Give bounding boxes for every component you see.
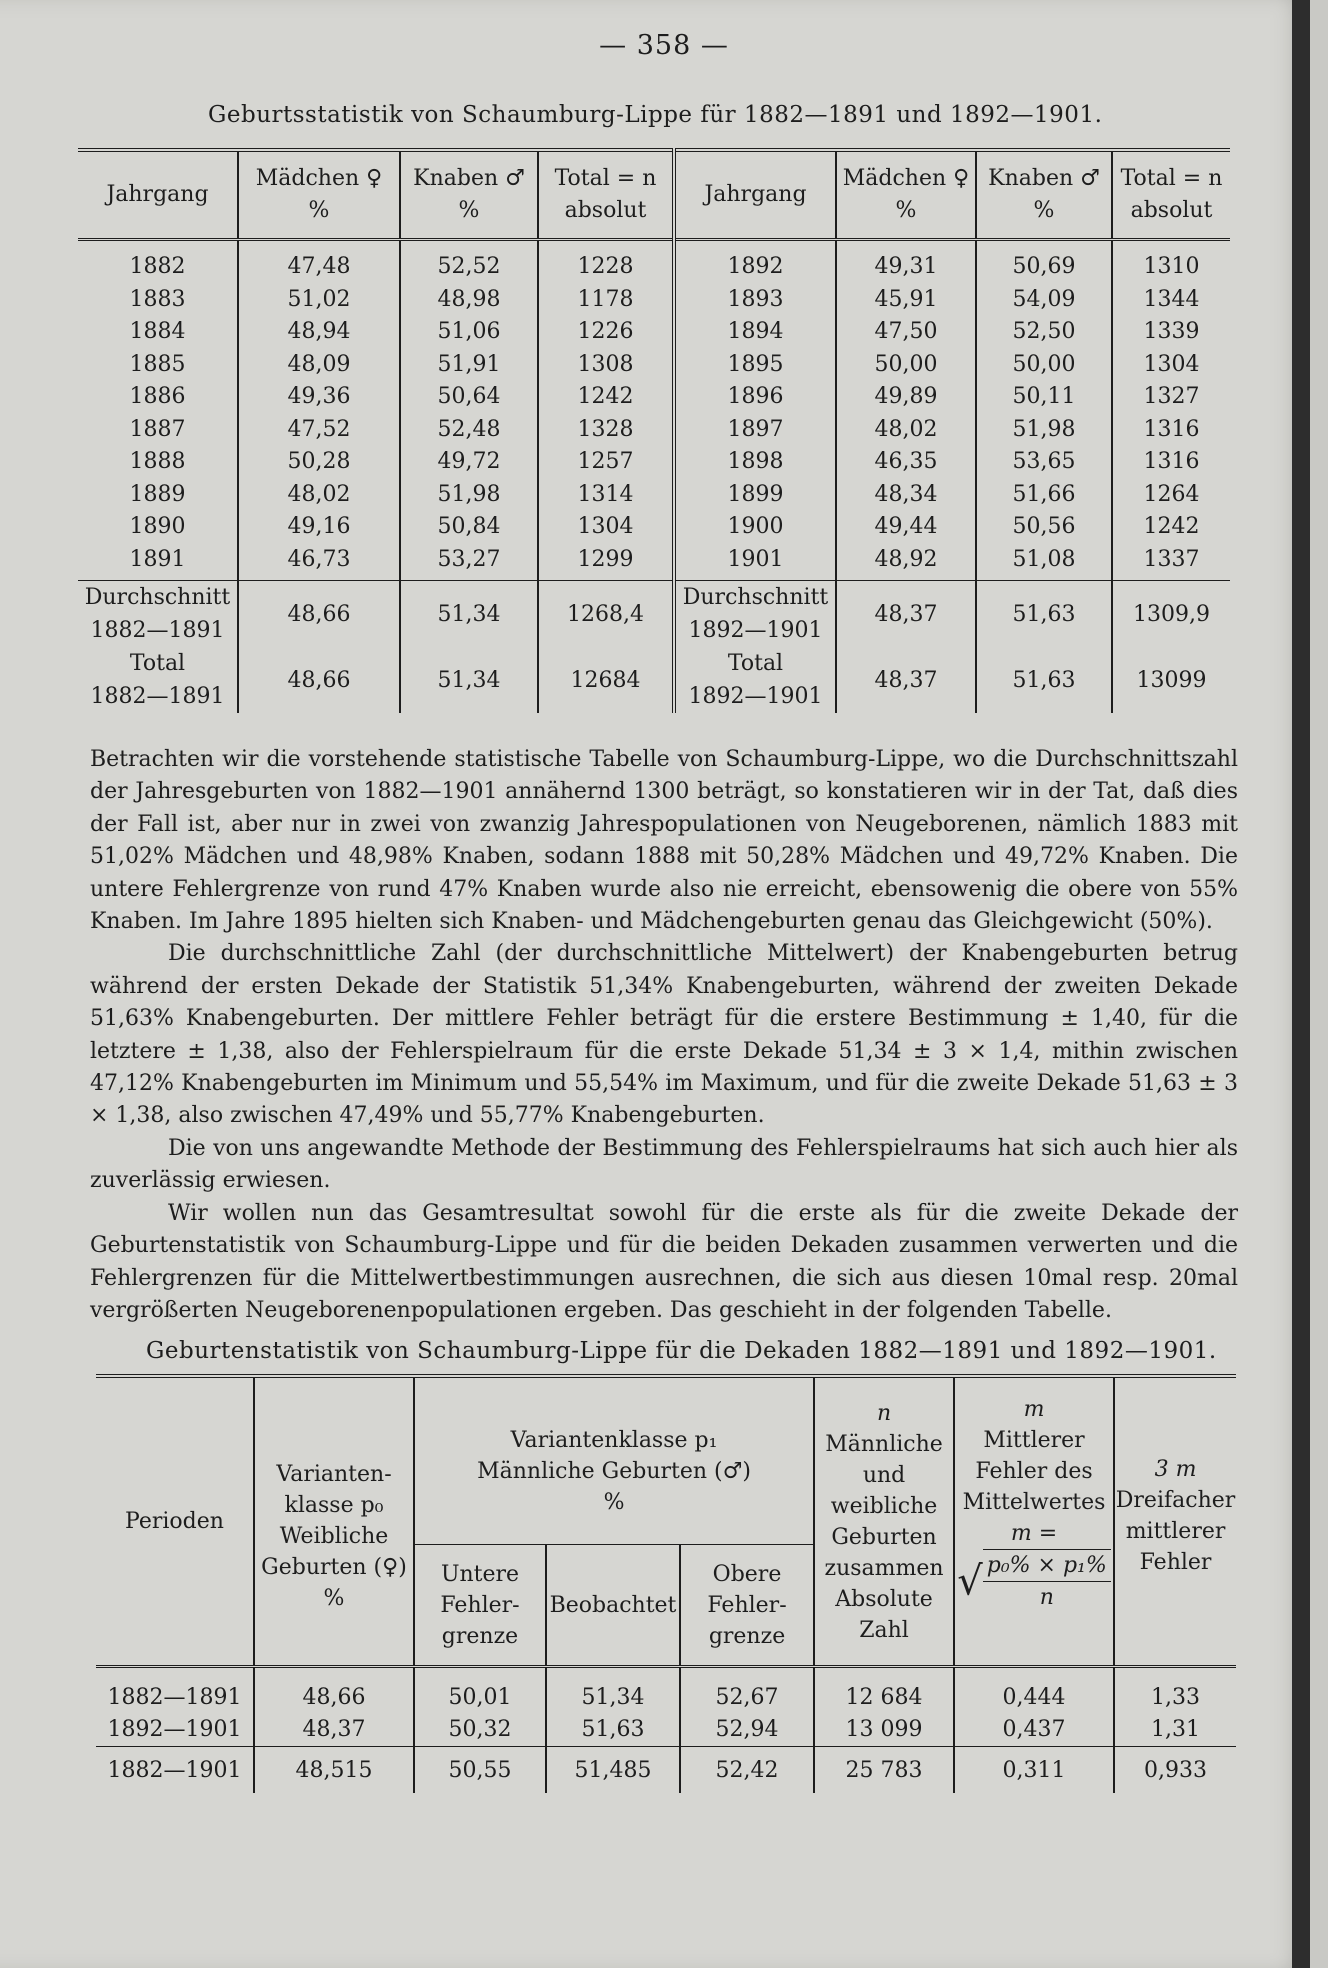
total-period: 1882—1901 [107,1757,242,1783]
cell-m: 0,444 [954,1667,1114,1715]
avg-knaben-right: 51,63 [976,581,1112,648]
cell-knaben-left: 50,84 [400,511,538,544]
cell-knaben-right: 50,69 [976,240,1112,284]
cell-m: 0,437 [954,1714,1114,1747]
cell-total-right: 1339 [1112,316,1230,349]
header-dreifacher-fehler: 3 m Dreifacher mittlerer Fehler [1114,1376,1236,1667]
cell-maedchen-left: 49,36 [238,381,400,414]
cell-year-left: 1887 [129,416,186,442]
header-variantenklasse-p1: Variantenklasse p₁ Männliche Geburten (♂) % [414,1376,814,1545]
table-row-total [96,1747,1236,1794]
cell-knaben-left: 53,27 [400,544,538,581]
cell-year-left: 1888 [129,449,186,474]
paragraph-3: Die von uns angewandte Methode der Bestimmung des Fehlerspielraums hat sich auch hier als zuverlässig erwiesen. [90,1135,1238,1194]
cell-year-left: 1885 [129,351,186,377]
cell-year-right: 1896 [674,381,836,414]
total-n: 25 783 [814,1747,954,1794]
cell-f: 1,33 [1114,1667,1236,1715]
cell-year-right: 1892 [674,240,836,284]
total-label-left: Total 1882—1891 [90,651,225,709]
total-obere: 52,42 [680,1747,814,1794]
body-text [90,744,1238,1327]
cell-maedchen-left: 51,02 [238,284,400,317]
table-row [78,240,1230,284]
cell-year-right: 1893 [674,284,836,317]
cell-knaben-left: 51,91 [400,349,538,382]
cell-maedchen-right: 49,89 [836,381,976,414]
table-row [78,349,1230,382]
cell-knaben-right: 50,11 [976,381,1112,414]
cell-year-left: 1891 [129,546,186,572]
table2-caption: Geburtenstatistik von Schaumburg-Lippe für die Dekaden 1882—1891 und 1892—1901. [146,1338,1217,1364]
cell-total-left: 1299 [538,544,674,581]
table-row [78,511,1230,544]
cell-year-right: 1897 [674,414,836,447]
header-total-right: Total = n absolut [1112,150,1230,240]
cell-total-left: 1308 [538,349,674,382]
cell-untere: 50,01 [414,1667,546,1715]
cell-obere: 52,94 [680,1714,814,1747]
cell-knaben-left: 48,98 [400,284,538,317]
cell-knaben-left: 50,64 [400,381,538,414]
cell-knaben-left: 52,52 [400,240,538,284]
header-knaben-right: Knaben ♂ % [976,150,1112,240]
cell-maedchen-right: 48,34 [836,479,976,512]
cell-total-right: 1316 [1112,446,1230,479]
total-label-right: Total 1892—1901 [674,647,836,713]
total-maedchen-right: 48,37 [836,647,976,713]
cell-maedchen-left: 48,09 [238,349,400,382]
sqrt-symbol: √ [957,1558,983,1605]
cell-total-right: 1242 [1112,511,1230,544]
header-mittlerer-fehler: m Mittlerer Fehler des Mittelwertes m = √ $\frac{\text{p₀\% × p₁\%}}{n}$ [954,1376,1114,1667]
header-absolute-zahl: n Männliche und weibliche Geburten zusammen Absolute Zahl [814,1376,954,1667]
cell-maedchen-left: 50,28 [238,446,400,479]
header-obere-fehlergrenze: Obere Fehler- grenze [680,1545,814,1667]
cell-total-left: 1314 [538,479,674,512]
cell-total-right: 1344 [1112,284,1230,317]
cell-total-right: 1337 [1112,544,1230,581]
cell-knaben-left: 52,48 [400,414,538,447]
cell-total-right: 1304 [1112,349,1230,382]
total-knaben-right: 51,63 [976,647,1112,713]
table1-caption: Geburtsstatistik von Schaumburg-Lippe für 1882—1891 und 1892—1901. [208,102,1103,128]
avg-total-left: 1268,4 [538,581,674,648]
table-row [78,479,1230,512]
total-m: 0,311 [954,1747,1114,1794]
table-row [96,1667,1236,1715]
cell-knaben-left: 49,72 [400,446,538,479]
avg-maedchen-left: 48,66 [238,581,400,648]
cell-total-left: 1228 [538,240,674,284]
error-formula: $\frac{\text{p₀\% × p₁\%}}{n}$ [983,1550,1111,1613]
total-maedchen-left: 48,66 [238,647,400,713]
table1-year-rows [78,240,1230,581]
cell-total-right: 1310 [1112,240,1230,284]
cell-knaben-right: 52,50 [976,316,1112,349]
cell-maedchen-left: 48,94 [238,316,400,349]
cell-knaben-right: 50,00 [976,349,1112,382]
header-jahrgang-left: Jahrgang [106,182,209,207]
avg-label-left: Durchschnitt 1882—1891 [84,585,231,643]
cell-maedchen-left: 48,02 [238,479,400,512]
cell-total-left: 1178 [538,284,674,317]
cell-knaben-right: 50,56 [976,511,1112,544]
table1-averages [78,581,1230,714]
cell-p0: 48,37 [254,1714,414,1747]
decade-statistics-table [96,1374,1236,1793]
header-jahrgang-right: Jahrgang [674,150,836,240]
cell-maedchen-right: 48,02 [836,414,976,447]
cell-year-left: 1882 [129,254,186,279]
header-untere-fehlergrenze: Untere Fehler- grenze [414,1545,546,1667]
cell-p0: 48,66 [254,1667,414,1715]
cell-year-right: 1899 [674,479,836,512]
header-maedchen-right: Mädchen ♀ % [836,150,976,240]
cell-total-left: 1242 [538,381,674,414]
cell-maedchen-right: 46,35 [836,446,976,479]
cell-year-left: 1884 [129,319,186,344]
header-maedchen-left: Mädchen ♀ % [238,150,400,240]
cell-total-left: 1328 [538,414,674,447]
cell-period: 1892—1901 [107,1717,242,1742]
cell-year-right: 1894 [674,316,836,349]
cell-maedchen-left: 46,73 [238,544,400,581]
cell-knaben-right: 51,08 [976,544,1112,581]
cell-maedchen-right: 50,00 [836,349,976,382]
cell-total-right: 1316 [1112,414,1230,447]
table-row [78,446,1230,479]
table-row [78,414,1230,447]
cell-total-right: 1264 [1112,479,1230,512]
cell-maedchen-left: 47,52 [238,414,400,447]
table-row-total [78,647,1230,713]
table2-total [96,1747,1236,1794]
avg-total-right: 1309,9 [1112,581,1230,648]
cell-period: 1882—1891 [107,1685,242,1710]
cell-year-left: 1889 [129,481,186,507]
cell-year-left: 1890 [129,514,186,539]
cell-knaben-right: 51,66 [976,479,1112,512]
cell-maedchen-right: 49,31 [836,240,976,284]
avg-maedchen-right: 48,37 [836,581,976,648]
table-row [78,381,1230,414]
cell-n: 12 684 [814,1667,954,1715]
cell-year-right: 1901 [674,544,836,581]
total-untere: 50,55 [414,1747,546,1794]
paragraph-2: Die durchschnittliche Zahl (der durchschnittliche Mittelwert) der Knabengeburten betrug während der ersten Dekade der Statistik 51,34% Knabengeburten, während der zweiten Dekade 51,63% Knabengeburten. Der mittlere Fehler beträgt für die erstere Bestimmung ± 1,40, für die letztere ± 1,38, also der Fehlerspielraum für die erste Dekade 51,34 ± 3 × 1,4, mithin zwischen 47,12% Knabengeburten im Minimum und 55,54% im Maximum, und für die zweite Dekade 51,63 ± 3 × 1,38, also zwischen 47,49% und 55,77% Knabengeburten. [90,941,1238,1129]
cell-maedchen-right: 45,91 [836,284,976,317]
table-row-average [78,581,1230,648]
cell-maedchen-right: 49,44 [836,511,976,544]
cell-knaben-right: 53,65 [976,446,1112,479]
header-total-left: Total = n absolut [538,150,674,240]
total-knaben-left: 51,34 [400,647,538,713]
table2-header [96,1376,1236,1667]
cell-knaben-left: 51,06 [400,316,538,349]
page-number: — 358 — [599,30,729,61]
cell-knaben-left: 51,98 [400,479,538,512]
paragraph-4: Wir wollen nun das Gesamtresultat sowohl für die erste als für die zweite Dekade der Geburtenstatistik von Schaumburg-Lippe und für die beiden Dekaden zusammen verwerten und die Fehlergrenzen für die Mittelwertbestimmungen ausrechnen, die sich aus diesen 10mal resp. 20mal vergrößerten Neugeborenenpopulationen ergeben. Das geschieht in der folgenden Tabelle. [90,1200,1238,1323]
cell-f: 1,31 [1114,1714,1236,1747]
header-perioden: Perioden [125,1509,224,1534]
cell-year-right: 1895 [674,349,836,382]
cell-total-left: 1226 [538,316,674,349]
header-beobachtet: Beobachtet [546,1545,680,1667]
table2-period-rows [96,1667,1236,1747]
total-p0: 48,515 [254,1747,414,1794]
header-variantenklasse-p0: Varianten- klasse p₀ Weibliche Geburten (♀) % [254,1376,414,1667]
cell-maedchen-right: 47,50 [836,316,976,349]
cell-maedchen-right: 48,92 [836,544,976,581]
total-total-left: 12684 [538,647,674,713]
cell-total-left: 1257 [538,446,674,479]
total-total-right: 13099 [1112,647,1230,713]
cell-year-right: 1898 [674,446,836,479]
cell-beob: 51,34 [546,1667,680,1715]
cell-year-right: 1900 [674,511,836,544]
table-row [96,1714,1236,1747]
cell-year-left: 1883 [129,286,186,312]
avg-knaben-left: 51,34 [400,581,538,648]
cell-maedchen-left: 47,48 [238,240,400,284]
table-row [78,544,1230,581]
cell-year-left: 1886 [129,384,186,409]
total-beobachtet: 51,485 [546,1747,680,1794]
table1-header [78,150,1230,240]
cell-n: 13 099 [814,1714,954,1747]
birth-statistics-table [78,148,1230,713]
cell-knaben-right: 51,98 [976,414,1112,447]
table-row [78,316,1230,349]
table-row [78,284,1230,317]
cell-untere: 50,32 [414,1714,546,1747]
avg-label-right: Durchschnitt 1892—1901 [674,581,836,648]
book-spine-shadow [1292,0,1310,1968]
cell-maedchen-left: 49,16 [238,511,400,544]
paragraph-1: Betrachten wir die vorstehende statistische Tabelle von Schaumburg-Lippe, wo die Durchschnittszahl der Jahresgeburten von 1882—1901 annähernd 1300 beträgt, so konstatieren wir in der Tat, daß dies der Fall ist, aber nur in zwei von zwanzig Jahrespopulationen von Neugeborenen, nämlich 1883 mit 51,02% Mädchen und 48,98% Knaben, sodann 1888 mit 50,28% Mädchen und 49,72% Knaben. Die untere Fehlergrenze von rund 47% Knaben wurde also nie erreicht, ebensowenig die obere von 55% Knaben. Im Jahre 1895 hielten sich Knaben- und Mädchengeburten genau das Gleichgewicht (50%). [90,747,1238,935]
cell-knaben-right: 54,09 [976,284,1112,317]
cell-total-right: 1327 [1112,381,1230,414]
total-3m: 0,933 [1114,1747,1236,1794]
cell-total-left: 1304 [538,511,674,544]
cell-obere: 52,67 [680,1667,814,1715]
header-knaben-left: Knaben ♂ % [400,150,538,240]
cell-beob: 51,63 [546,1714,680,1747]
